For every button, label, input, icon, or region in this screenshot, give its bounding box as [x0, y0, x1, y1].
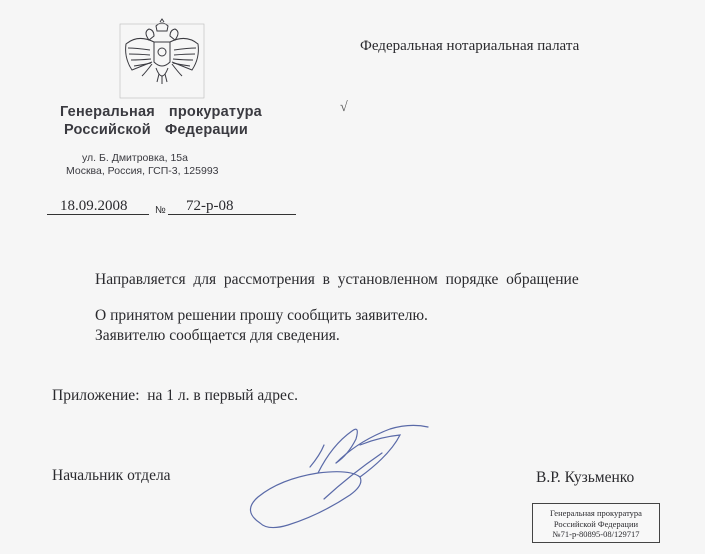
body-line-2: О принятом решении прошу сообщить заявителю. [95, 307, 428, 324]
sender-org-word-3: Российской [64, 122, 151, 138]
checkmark-icon: √ [340, 100, 348, 115]
handwritten-signature [240, 415, 450, 535]
coat-of-arms-emblem [112, 18, 212, 102]
stamp-line-3: №71-р-80895-08/129717 [552, 529, 640, 539]
attachment-note: Приложение: на 1 л. в первый адрес. [52, 387, 298, 404]
sender-org-word-4: Федерации [164, 122, 249, 138]
sender-org-line-1 [60, 104, 262, 120]
reference-date: 18.09.2008 [60, 198, 128, 214]
reference-number-sign: № [155, 205, 166, 216]
sender-org-line-2 [64, 122, 248, 138]
recipient: Федеральная нотариальная палата [360, 38, 580, 54]
body-line-1: Направляется для рассмотрения в установленном порядке обращение [95, 271, 579, 288]
sender-address-line-2: Москва, Россия, ГСП-3, 125993 [66, 165, 219, 177]
sender-org-word-2: прокуратура [168, 104, 262, 120]
body-line-3: Заявителю сообщается для сведения. [95, 327, 340, 344]
registration-stamp [532, 503, 660, 543]
sender-org-word-1: Генеральная [60, 104, 155, 120]
stamp-line-1: Генеральная прокуратура [550, 508, 642, 518]
signoff-position: Начальник отдела [52, 467, 171, 484]
stamp-line-2: Российской Федерации [553, 518, 639, 529]
signoff-name: В.Р. Кузьменко [536, 469, 635, 486]
sender-address-line-1: ул. Б. Дмитровка, 15а [82, 152, 188, 164]
reference-number: 72-р-08 [186, 198, 234, 214]
